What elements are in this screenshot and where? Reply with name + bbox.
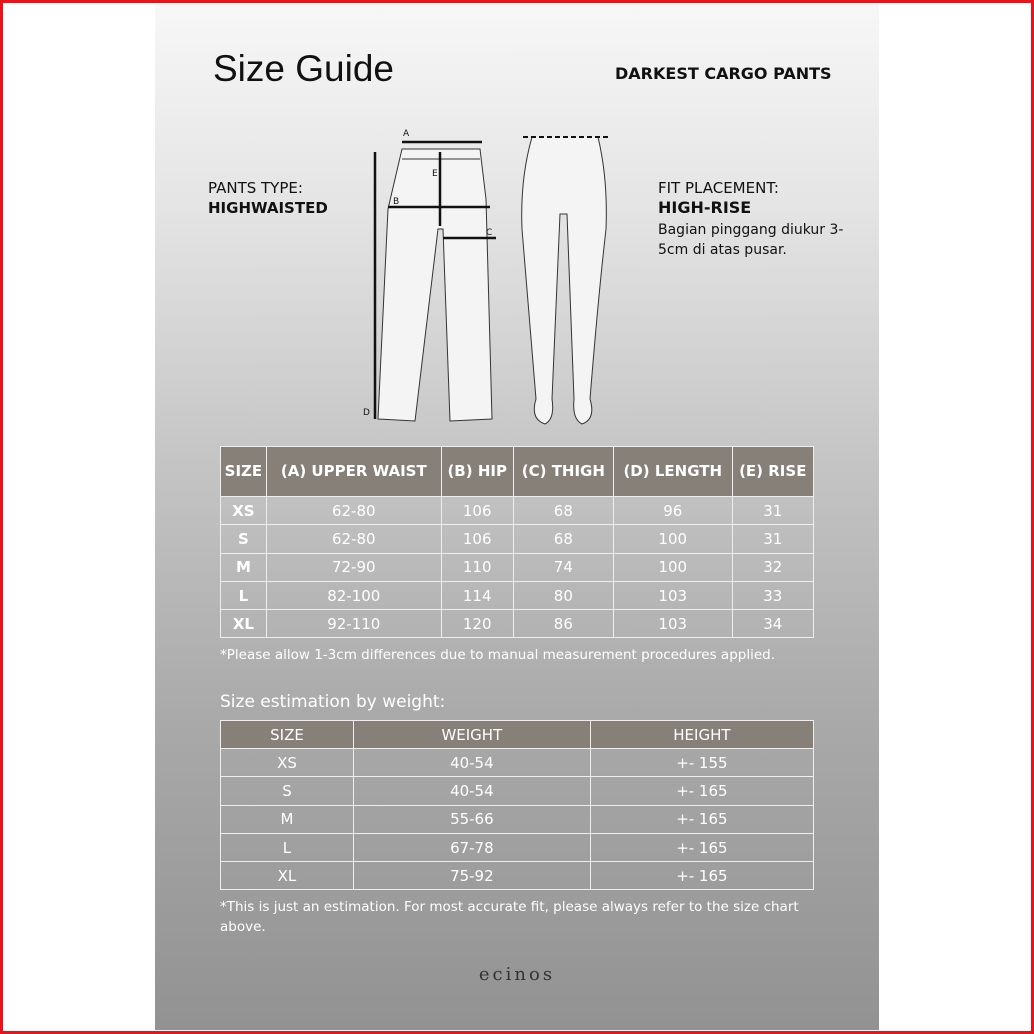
fit-value: HIGH-RISE xyxy=(658,198,752,217)
size-chart-note: *Please allow 1-3cm differences due to manual measurement procedures applied. xyxy=(220,647,776,663)
column-header: SIZE xyxy=(221,447,267,497)
table-row xyxy=(221,525,814,553)
table-cell: 67-78 xyxy=(353,833,590,861)
weight-chart-note: *This is just an estimation. For most accurate fit, please always refer to the size chart above. xyxy=(220,899,799,935)
column-header: (A) UPPER WAIST xyxy=(266,447,441,497)
fit-placement xyxy=(658,178,848,260)
table-row xyxy=(221,581,814,609)
table-cell: 75-92 xyxy=(353,862,590,890)
table-cell: XL xyxy=(221,862,354,890)
label-a: A xyxy=(403,129,410,139)
table-cell: 40-54 xyxy=(353,749,590,777)
label-c: C xyxy=(486,228,493,238)
table-cell: 68 xyxy=(513,525,613,553)
table-row xyxy=(221,553,814,581)
column-header: WEIGHT xyxy=(353,721,590,749)
table-row xyxy=(221,833,814,861)
table-row xyxy=(221,749,814,777)
column-header: (B) HIP xyxy=(441,447,513,497)
table-cell: 103 xyxy=(613,581,732,609)
column-header: SIZE xyxy=(221,721,354,749)
table-cell: 120 xyxy=(441,610,513,638)
table-cell: M xyxy=(221,553,267,581)
table-cell: 40-54 xyxy=(353,777,590,805)
size-guide-page xyxy=(155,4,879,1030)
label-b: B xyxy=(393,197,400,207)
table-row xyxy=(221,497,814,525)
table-cell: 92-110 xyxy=(266,610,441,638)
table-cell: S xyxy=(221,525,267,553)
table-cell: L xyxy=(221,581,267,609)
pants-type-label: PANTS TYPE: xyxy=(208,179,303,197)
table-cell: 106 xyxy=(441,497,513,525)
table-cell: 33 xyxy=(732,581,813,609)
table-cell: 80 xyxy=(513,581,613,609)
fit-description: Bagian pinggang diukur 3-5cm di atas pusar. xyxy=(658,222,844,258)
table-cell: 31 xyxy=(732,525,813,553)
table-cell: 68 xyxy=(513,497,613,525)
column-header: (D) LENGTH xyxy=(613,447,732,497)
table-cell: 114 xyxy=(441,581,513,609)
table-cell: 100 xyxy=(613,553,732,581)
table-cell: S xyxy=(221,777,354,805)
table-row xyxy=(221,610,814,638)
weight-chart-title: Size estimation by weight: xyxy=(220,692,446,712)
label-e: E xyxy=(432,169,438,179)
page-title: Size Guide xyxy=(213,48,394,89)
table-cell: XS xyxy=(221,497,267,525)
body-illustration xyxy=(522,137,610,424)
table-cell: 34 xyxy=(732,610,813,638)
pants-type xyxy=(208,178,328,218)
weight-chart-table xyxy=(220,720,814,890)
column-header: (C) THIGH xyxy=(513,447,613,497)
table-cell: 74 xyxy=(513,553,613,581)
table-cell: 86 xyxy=(513,610,613,638)
label-d: D xyxy=(363,408,370,418)
table-cell: XL xyxy=(221,610,267,638)
table-cell: XS xyxy=(221,749,354,777)
table-cell: +- 165 xyxy=(590,805,813,833)
table-cell: 62-80 xyxy=(266,525,441,553)
product-name: DARKEST CARGO PANTS xyxy=(615,64,832,83)
table-cell: M xyxy=(221,805,354,833)
table-cell: 31 xyxy=(732,497,813,525)
table-cell: L xyxy=(221,833,354,861)
table-cell: +- 165 xyxy=(590,862,813,890)
table-cell: 82-100 xyxy=(266,581,441,609)
table-cell: 110 xyxy=(441,553,513,581)
table-row xyxy=(221,862,814,890)
table-row xyxy=(221,805,814,833)
fit-label: FIT PLACEMENT: xyxy=(658,179,779,197)
table-cell: +- 155 xyxy=(590,749,813,777)
brand-logo: ecinos xyxy=(478,964,556,985)
table-cell: 55-66 xyxy=(353,805,590,833)
table-cell: 62-80 xyxy=(266,497,441,525)
table-cell: +- 165 xyxy=(590,833,813,861)
pants-type-value: HIGHWAISTED xyxy=(208,199,328,217)
column-header: HEIGHT xyxy=(590,721,813,749)
table-cell: 106 xyxy=(441,525,513,553)
table-cell: +- 165 xyxy=(590,777,813,805)
table-cell: 32 xyxy=(732,553,813,581)
pants-illustration xyxy=(378,149,492,421)
size-chart-table xyxy=(220,446,814,638)
table-cell: 96 xyxy=(613,497,732,525)
table-row xyxy=(221,777,814,805)
measurement-diagram xyxy=(360,119,630,429)
table-cell: 103 xyxy=(613,610,732,638)
column-header: (E) RISE xyxy=(732,447,813,497)
table-cell: 100 xyxy=(613,525,732,553)
table-cell: 72-90 xyxy=(266,553,441,581)
